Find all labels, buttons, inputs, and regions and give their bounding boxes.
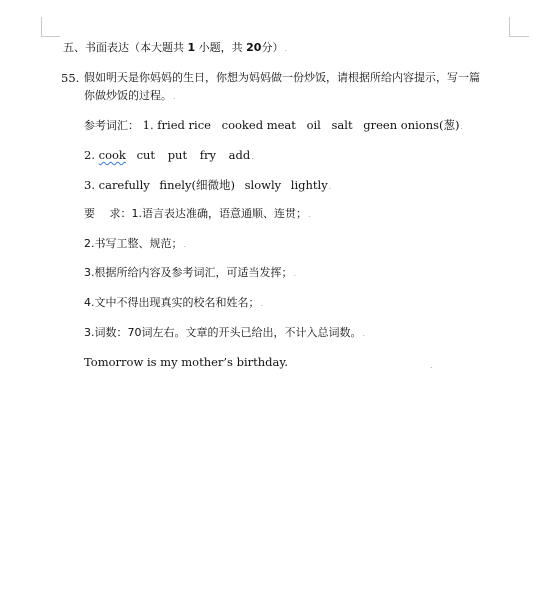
section-heading-text: 五、书面表达（本大题共	[63, 41, 184, 54]
vocab-word: green onions(葱)	[363, 118, 460, 132]
paragraph-mark: .	[284, 44, 288, 53]
vocab-row-2	[84, 148, 254, 164]
vocab-row3-num: 3.	[84, 178, 95, 192]
question-text-line2-text: 你做炒饭的过程。	[84, 89, 172, 102]
paragraph-mark: .	[260, 299, 264, 308]
requirement-1	[84, 207, 311, 222]
requirement-text: 4.文中不得出现真实的校名和姓名；	[84, 296, 260, 309]
paragraph-mark: .	[460, 122, 464, 131]
paragraph-mark: .	[430, 361, 433, 370]
section-heading-num: 1	[187, 41, 196, 54]
paragraph-mark: .	[183, 240, 187, 249]
section-heading-end: 分）	[261, 41, 284, 54]
requirement-5	[84, 326, 365, 341]
paragraph-mark: .	[173, 92, 176, 101]
vocab-word: slowly	[244, 178, 282, 192]
vocab-row-3	[84, 178, 331, 194]
paragraph-mark: .	[308, 210, 311, 219]
paragraph-mark: .	[328, 182, 332, 191]
question-text-line1: 假如明天是你妈妈的生日，你想为妈妈做一份炒饭，请根据所给内容提示，写一篇	[84, 71, 480, 84]
requirement-4	[84, 296, 263, 311]
requirement-3	[84, 266, 296, 281]
section-heading	[63, 41, 287, 56]
vocab-word: fry	[199, 148, 216, 162]
requirement-text: 3.根据所给内容及参考词汇，可适当发挥；	[84, 266, 293, 279]
vocab-word: put	[167, 148, 188, 162]
paragraph-mark: .	[293, 269, 297, 278]
vocab-row2-num: 2.	[84, 148, 95, 162]
requirements-label: 要 求：	[84, 207, 132, 220]
vocab-word-spellcheck: cook	[98, 148, 126, 162]
requirement-text: 1.语言表达准确，语意通顺、连贯；	[131, 207, 307, 220]
vocab-word: oil	[306, 118, 321, 132]
requirement-2	[84, 237, 186, 252]
paragraph-mark: .	[362, 329, 366, 338]
section-heading-score: 20	[246, 41, 262, 54]
vocab-word: cut	[136, 148, 156, 162]
vocab-word: add	[228, 148, 251, 162]
section-heading-mid: 小题，共	[198, 41, 243, 54]
crop-mark-top-left-horizontal	[41, 36, 60, 37]
vocab-word: finely(细微地)	[159, 178, 235, 192]
essay-opening-sentence: Tomorrow is my mother’s birthday.	[84, 355, 289, 369]
crop-mark-top-right-horizontal	[509, 36, 529, 37]
paragraph-mark: .	[251, 152, 254, 161]
vocab-word: lightly	[290, 178, 328, 192]
vocab-word: carefully	[98, 178, 150, 192]
crop-mark-top-left-vertical	[41, 17, 42, 37]
vocab-label: 参考词汇：	[84, 119, 139, 132]
question-text-line2	[84, 89, 176, 104]
crop-mark-top-right-vertical	[509, 17, 510, 37]
question-number: 55.	[61, 71, 80, 85]
vocab-row-1	[84, 118, 463, 134]
requirement-text: 3.词数：70词左右。文章的开头已给出，不计入总词数。	[84, 326, 362, 339]
vocab-word: fried rice	[157, 118, 211, 132]
vocab-word: salt	[331, 118, 353, 132]
requirement-text: 2.书写工整、规范；	[84, 237, 183, 250]
vocab-row1-num: 1.	[142, 118, 154, 132]
vocab-word: cooked meat	[221, 118, 296, 132]
